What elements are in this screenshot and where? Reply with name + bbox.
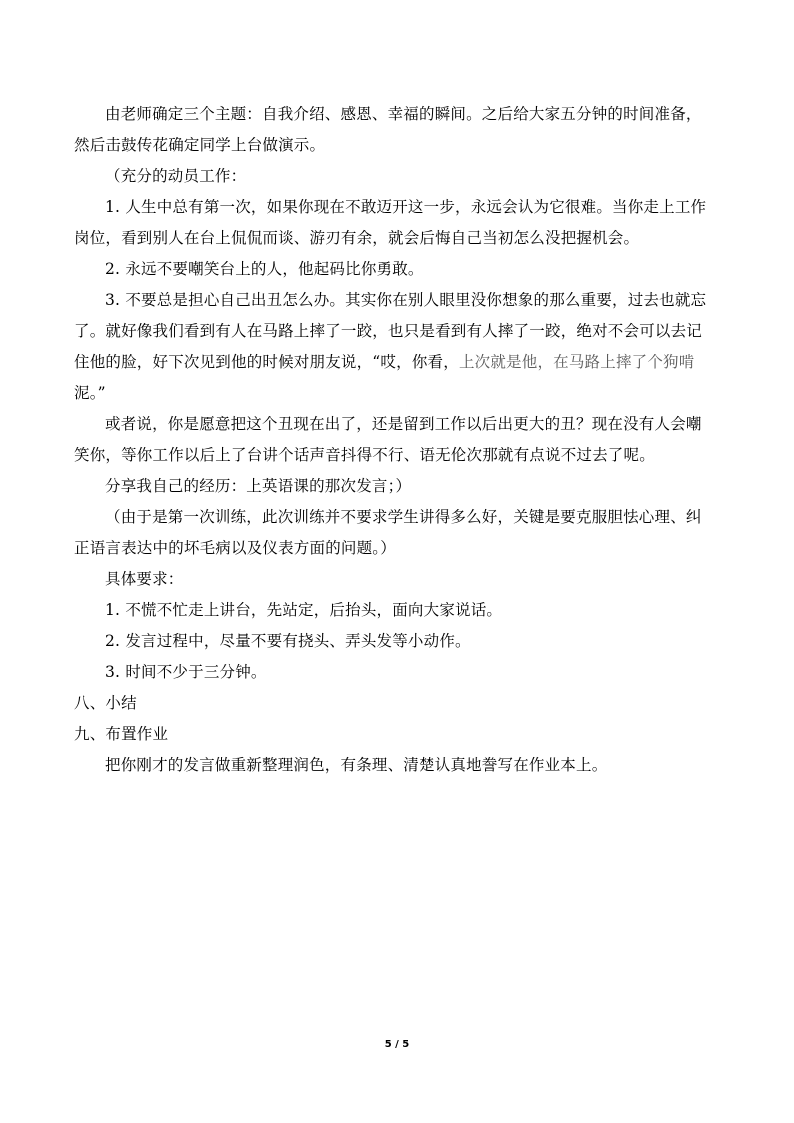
paragraph-line: 2. 永远不要嘲笑台上的人，他起码比你勇敢。 <box>105 260 424 278</box>
section-heading: 九、布置作业 <box>74 725 169 743</box>
paragraph-line: 具体要求： <box>105 570 184 588</box>
page-number: 5 / 5 <box>384 1039 410 1050</box>
paragraph-line: 把你刚才的发言做重新整理润色，有条理、清楚认真地誊写在作业本上。 <box>105 756 608 774</box>
paragraph-line: 正语言表达中的坏毛病以及仪表方面的问题。） <box>74 539 396 557</box>
paragraph-line: 3. 不要总是担心自己出丑怎么办。其实你在别人眼里没你想象的那么重要，过去也就忘 <box>105 291 707 309</box>
paragraph-line: 或者说，你是愿意把这个丑现在出了，还是留到工作以后出更大的丑？现在没有人会嘲 <box>105 415 702 433</box>
quote-lead-text: 住他的脸，好下次见到他的时候对朋友说，“哎，你看， <box>74 353 459 371</box>
paragraph-line: 泥。” <box>74 384 106 402</box>
paragraph-line: （由于是第一次训练，此次训练并不要求学生讲得多么好，关键是要克服胆怯心理、纠 <box>105 508 702 526</box>
paragraph-line: 然后击鼓传花确定同学上台做演示。 <box>74 136 326 154</box>
list-item: 2. 发言过程中，尽量不要有挠头、弄头发等小动作。 <box>105 632 471 650</box>
paragraph-line: 由老师确定三个主题：自我介绍、感恩、幸福的瞬间。之后给大家五分钟的时间准备， <box>105 105 702 123</box>
list-item: 3. 时间不少于三分钟。 <box>105 663 267 681</box>
document-body <box>74 99 724 781</box>
paragraph-line: 笑你，等你工作以后上了台讲个话声音抖得不行、语无伦次那就有点说不过去了呢。 <box>74 446 655 464</box>
paragraph-line: 分享我自己的经历：上英语课的那次发言；） <box>105 477 412 495</box>
paragraph-line: 了。就好像我们看到有人在马路上摔了一跤，也只是看到有人摔了一跤，绝对不会可以去记 <box>74 322 703 340</box>
section-heading: 八、小结 <box>74 694 137 712</box>
paragraph-line: （充分的动员工作： <box>105 167 247 185</box>
paragraph-line: 1. 人生中总有第一次，如果你现在不敢迈开这一步，永远会认为它很难。当你走上工作 <box>105 198 707 216</box>
paragraph-line <box>74 347 724 378</box>
list-item: 1. 不慌不忙走上讲台，先站定，后抬头，面向大家说话。 <box>105 601 503 619</box>
quote-gray-text: 上次就是他，在马路上摔了个狗啃 <box>458 353 695 371</box>
paragraph-line: 岗位，看到别人在台上侃侃而谈、游刃有余，就会后悔自己当初怎么没把握机会。 <box>74 229 640 247</box>
